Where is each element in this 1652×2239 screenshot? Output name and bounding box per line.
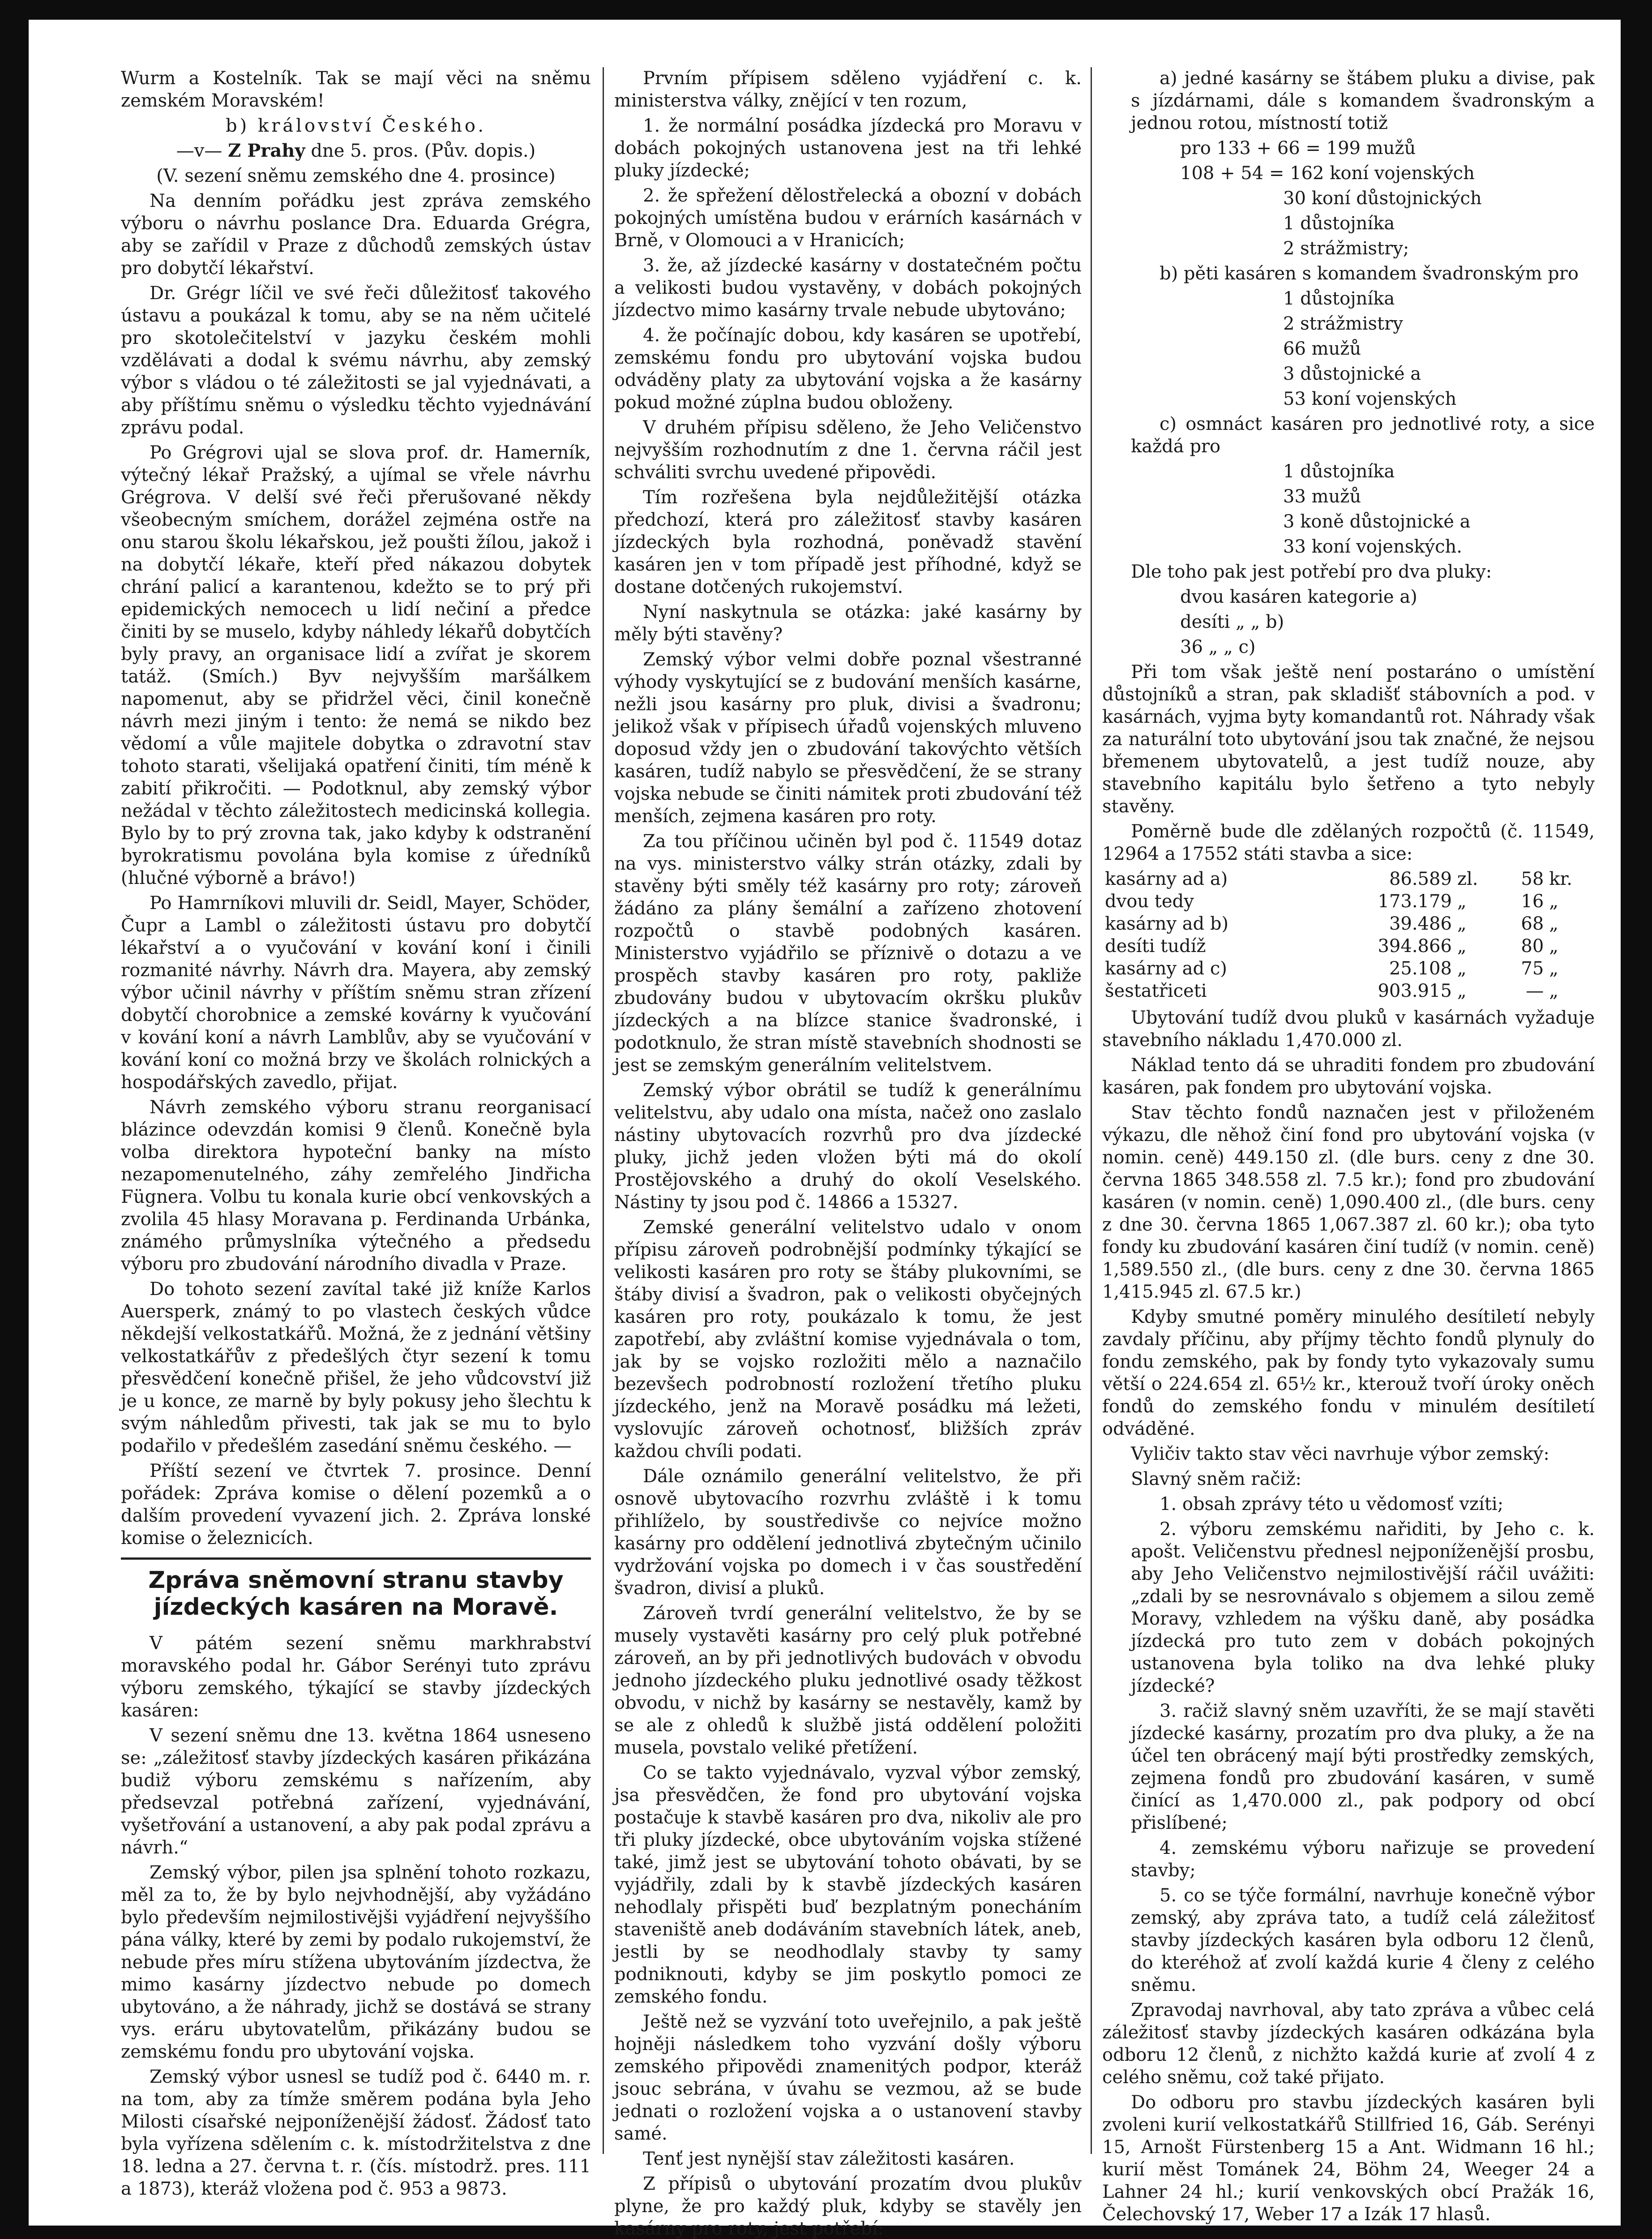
paragraph: Dr. Grégr líčil ve své řeči důležitosť takového ústavu a poukázal k tomu, aby se na něm učitelé pro skotolečitelství v jazyku českém mohli vzdělávati a dodal k svému návrhu, aby zemský výbor s vládou o té záležitosti se jal vyjednávati, a aby příštímu sněmu o výsledku těchto vyjednávání zprávu podal. — [121, 283, 591, 438]
scan-border-left — [0, 0, 29, 2239]
resolution-item: 1. obsah zprávy této u vědomosť vzíti; — [1160, 1494, 1504, 1514]
barracks-a-line: pro 133 + 66 = 199 mužů — [1180, 138, 1416, 159]
paragraph: V druhém přípisu sděleno, že Jeho Veličenstvo nejvyšším rozhodnutím z dne 1. června ráčil jest schváliti svrchu uvedené připovědi. — [614, 417, 1082, 483]
paragraph: Návrh zemského výboru stranu reorganisací blázince odevzdán komisi 9 členů. Konečně byla volba direktora hypoteční banky na místo nezapomenutelného, záhy zemřelého Jindřicha Fügnera. Volbu tu konala kurie obcí venkovských a zvolila 45 hlasy Moravana p. Ferdinanda Urbánka, známého průmyslníka výtečného a předsedu výboru pro zbudování národního divadla v Praze. — [121, 1097, 591, 1274]
budget-unit: „ — [1457, 936, 1467, 957]
dateline — [121, 140, 591, 162]
budget-table — [1102, 868, 1595, 1002]
scan-border-right — [1621, 0, 1652, 2239]
list-item: 3. že, až jízdecké kasárny v dostatečném počtu a velikosti budou vystavěny, v dobách pokojných jízdectvo mimo kasárny trvale nebude ubytováno; — [614, 255, 1082, 321]
barracks-b-intro: b) pěti kasáren s komandem švadronským pro — [1160, 263, 1579, 284]
article-headline: Zpráva sněmovní stranu stavby jízdeckých kasáren na Moravě. — [121, 1557, 591, 1621]
budget-kr-unit: „ — [1549, 981, 1559, 1001]
paragraph: Co se takto vyjednávalo, vyzval výbor zemský, jsa přesvědčen, že fond pro ubytování vojska postačuje k stavbě kasáren pro dva, nikoliv ale pro tři pluky jízdecké, obce ubytováním vojska stížené také, jimž jest se ubytování tohoto obávati, by se vyjádřily, zdali by k stavbě jízdeckých kasáren nehodlaly přispěti buď bezplatným ponecháním staveniště aneb dodáváním stavebních látek, aneb, jestli by se neodhodlaly stavby ty samy podniknouti, kdyby se jim poskytlo pomoci ze zemského fondu. — [614, 1763, 1082, 2007]
barracks-c-line: 33 mužů — [1283, 486, 1361, 507]
budget-unit: „ — [1457, 891, 1467, 912]
list-item: 2. že spřežení dělostřelecká a obozní v dobách pokojných umístěna budou v erárních kasárnách v Brně, v Olomouci a v Hranicích; — [614, 185, 1082, 251]
paragraph: Na denním pořádku jest zpráva zemského výboru o návrhu poslance Dra. Eduarda Grégra, aby se zařídil v Praze z důchodů zemských ústav pro dobytčí lékařství. — [121, 191, 591, 279]
list-item: 1. že normální posádka jízdecká pro Moravu v dobách pokojných ustanovena jest na tři lehké pluky jízdecké; — [614, 116, 1082, 181]
paragraph: Zemský výbor usnesl se tudíž pod č. 6440 m. r. na tom, aby za tímže směrem podána byla Jeho Milosti císařské nejponíženější žádosť. Žádosť tato byla vyřízena sdělením c. k. místodržitelstva z dne 18. ledna a 27. června t. r. (čís. místodrž. pres. 111 a 1873), kteráž vložena pod č. 953 a 9873. — [121, 2067, 591, 2199]
paragraph: Po Grégrovi ujal se slova prof. dr. Hamerník, výtečný lékař Pražský, a ujímal se vřele návrhu Grégrova. V delší své řeči přerušované někdy všeobecným smíchem, dorážel zejména ostře na onu starou školu lékařskou, jež poušti žílou, jakož i na dobytčí lékaře, kteří před nákazou dobytek chrání palicí a karantenou, kdežto se to prý při epidemických nemocech u lidí nečiní a předce činiti by se muselo, kdyby náhledy lékařů dobytčích byly pravy, an organisace lidí a zvířat je skorem tatáž. (Smích.) Byv nejvyšším maršálkem napomenut, aby se přidržel věci, činil konečně návrh mezi jiným i tento: že nemá se nikdo bez vědomí a vůle majitele dobytka o zdravotní stav tohoto starati, všelijaká opatření činiti, tím méně k zabití přikročiti. — Podotknul, aby zemský výbor nežádal v těchto záležitostech medicinská kollegia. Bylo by to prý zrovna tak, jako kdyby k odstranění byrokratismu povolána byla komise z úředníků (hlučné výborně a brávo!) — [121, 442, 591, 888]
barracks-a-line: 108 + 54 = 162 koní vojenských — [1180, 163, 1475, 184]
paragraph: Zemský výbor obrátil se tudíž k generálnímu velitelstvu, aby udalo ona místa, načež ono zaslalo nástiny ubytovacích rozvrhů pro dva jízdecké pluky, jichž jeden vložen býti má do okolí Prostějovského a druhý do okolí Veselského. Nástiny ty jsou pod č. 14866 a 15327. — [614, 1080, 1082, 1213]
paragraph: Vyličiv takto stav věci navrhuje výbor zemský: — [1131, 1444, 1549, 1464]
table-row — [1102, 890, 1595, 913]
paragraph: V pátém sezení sněmu markhrabství moravského podal hr. Gábor Serényi tuto zprávu výboru zemského, týkající se stavby jízdeckých kasáren: — [121, 1633, 591, 1721]
budget-kr-unit: „ — [1549, 891, 1559, 912]
resolution-item: 3. račiž slavný sněm uzavříti, že se mají stavěti jízdecké kasárny, prozatím pro dva pluky, a že na účel ten obrácený mají býti prostředky zemských, zejmena fondů pro zbudování kasáren, v sumě činící as 1,470.000 zl., pak podpory od obcí přislíbené; — [1131, 1701, 1595, 1833]
budget-kr-unit: „ — [1549, 914, 1559, 934]
category-line: 36 „ „ c) — [1180, 637, 1256, 657]
paragraph: Do tohoto sezení zavítal také již kníže Karlos Auersperk, známý to po vlastech českých vůdce někdejší velkostatkářů. Možná, že z jednání většiny velkostatkářův z předešlých čtyr sezení k tomu přesvědčení konečně přišel, že jeho vůdcovství již je u konce, ze marně by byly pokusy jeho šlechtu k svým náhledům přivesti, tak jak se mu to bylo podařilo v předešlém zasedání sněmu českého. — — [121, 1279, 591, 1456]
dateline-prefix: —v— — [176, 141, 223, 161]
barracks-b-line: 3 důstojnické a — [1283, 364, 1421, 384]
budget-kr: 75 — [1521, 958, 1544, 979]
category-line: desíti „ „ b) — [1180, 612, 1284, 632]
budget-unit: „ — [1457, 958, 1467, 979]
paragraph: Nyní naskytnula se otázka: jaké kasárny by měly býti stavěny? — [614, 602, 1082, 645]
barracks-b-line: 53 koní vojenských — [1283, 389, 1457, 409]
paragraph: Z přípisů o ubytování prozatím dvou plukův plyne, že pro každý pluk, kdyby se stavěly jen kasárny pro roty, jest potřebí: — [614, 2174, 1082, 2239]
section-heading-bohemia: b) království Českého. — [226, 116, 486, 136]
paragraph: Zemské generální velitelstvo udalo v onom přípisu zároveň podrobnější podmínky týkající se velikosti kasáren pro roty se štáby plukovními, se štáby divisí a švadron, pak o velikosti obyčejných kasáren pro roty, poukázalo k tomu, že jest zapotřebí, aby zvláštní komise vyjednávala o tom, jak by se vojsko rozložiti mělo a naznačilo bezevšech podrobností rozložení třetího pluku jízdeckého, jenž na Moravě posádku má ležeti, vyslovujíc zároveň ochotnosť, bližších zpráv každou chvíli podati. — [614, 1217, 1082, 1462]
paragraph: Náklad tento dá se uhraditi fondem pro zbudování kasáren, pak fondem pro ubytování vojska. — [1102, 1055, 1595, 1098]
budget-unit: „ — [1457, 981, 1467, 1001]
column-rule-2 — [1091, 67, 1092, 2154]
paragraph: Tím rozřešena byla nejdůležitější otázka předchozí, která pro záležitosť stavby kasáren jízdeckých byla rozhodná, poněvadž stavění kasáren jen v tom případě jest příhodné, když se dostane dotčených rukojemství. — [614, 487, 1082, 597]
column-3 — [1102, 67, 1595, 2225]
barracks-c-line: 3 koně důstojnické a — [1283, 511, 1471, 532]
paragraph: Příští sezení ve čtvrtek 7. prosince. Denní pořádek: Zpráva komise o dělení pozemků a o dalším provedení vyvazení jich. 2. Zpráva lonské komise o železnicích. — [121, 1461, 591, 1548]
budget-kr-unit: „ — [1549, 936, 1559, 957]
list-item: 4. že počínajíc dobou, kdy kasáren se upotřebí, zemskému fondu pro ubytování vojska budou odváděny platy za ubytování vojska a že kasárny pokud možné zúplna budou obloženy. — [614, 325, 1082, 413]
paragraph: Slavný sněm račiž: — [1131, 1469, 1302, 1489]
barracks-c-line: 33 koní vojenských. — [1283, 536, 1462, 557]
barracks-a-line: 1 důstojníka — [1283, 213, 1395, 234]
paragraph: Zároveň tvrdí generální velitelstvo, že by se musely vystavěti kasárny pro celý pluk potřebné zároveň, an by při jednotlivých budovách v obvodu jednoho jízdeckého pluku jednotlivé osady těžkost obvodu, v nichž by kasárny se nestavěly, kamž by se ale z ohledů k službě jistá oddělení položiti musela, povstalo veliké přetížení. — [614, 1603, 1082, 1758]
paragraph: Dále oznámilo generální velitelstvo, že při osnově ubytovacího rozvrhu zvláště i k tomu přihlíželo, by soustředivše co nejvíce možno kasárny pro oddělení jednotlivá zbytečným učinilo vydržování vojska po domech i v čas soustředění švadron, divisí a pluků. — [614, 1466, 1082, 1599]
table-row — [1102, 935, 1595, 957]
resolution-item: 4. zemskému výboru nařizuje se provedení stavby; — [1131, 1838, 1595, 1881]
budget-amount: 394.866 — [1378, 936, 1452, 957]
budget-kr: 80 — [1521, 936, 1544, 957]
scan-border-top — [0, 0, 1652, 20]
column-1 — [121, 67, 591, 2199]
paragraph: Při tom však ještě není postaráno o umístění důstojníků a stran, pak skladišť stábovních a pod. v kasárnách, vyjma byty komandantů rot. Náhrady však za naturální toto ubytování jsou tak značné, že nejsou břemenem ubytovatelů, a jest tudíž nouze, aby stavebního kapitálu bylo šetřeno a tyto nebyly stavěny. — [1102, 662, 1595, 817]
paragraph: Zpravodaj navrhoval, aby tato zpráva a vůbec celá záležitosť stavby jízdeckých kasáren odkázána byla odboru 12 členů, z nichžto každá kurie ať zvolí 4 z celého sněmu, což také přijato. — [1102, 2000, 1595, 2088]
budget-amount: 39.486 — [1389, 914, 1452, 934]
table-row — [1102, 913, 1595, 935]
paragraph: Prvním přípisem sděleno vyjádření c. k. ministerstva války, znějící v ten rozum, — [614, 68, 1082, 111]
budget-label: kasárny ad c) — [1105, 958, 1227, 979]
barracks-b-line: 66 mužů — [1283, 339, 1361, 359]
budget-kr-unit: „ — [1549, 958, 1559, 979]
barracks-a-intro: a) jedné kasárny se štábem pluku a divise, pak s jízdárnami, dále s komandem švadronským a jednou rotou, místností totiž — [1131, 68, 1595, 133]
dateline-date: dne 5. pros. (Pův. dopis.) — [311, 141, 536, 161]
paragraph: Stav těchto fondů naznačen jest v přiloženém výkazu, dle něhož činí fond pro ubytování vojska (v nomin. ceně) 449.150 zl. (dle burs. ceny z dne 30. června 1865 348.558 zl. 7.5 kr.); fond pro zbudování kasáren (v nomin. ceně) 1,090.400 zl., (dle burs. ceny z dne 30. června 1865 1,067.387 zl. 60 kr.); oba tyto fondy ku zbudování kasáren činí tudíž (v nomin. ceně) 1,589.550 zl., (dle burs. ceny z dne 30. června 1865 1,415.945 zl. 67.5 kr.) — [1102, 1102, 1595, 1302]
table-row — [1102, 957, 1595, 980]
barracks-b-line: 1 důstojníka — [1283, 288, 1395, 309]
budget-label: desíti tudíž — [1105, 936, 1206, 957]
session-line: (V. sezení sněmu zemského dne 4. prosince) — [156, 166, 556, 186]
barracks-b-line: 2 strážmistry — [1283, 313, 1403, 334]
budget-amount: 903.915 — [1378, 981, 1452, 1001]
paragraph: Kdyby smutné poměry minulého desítiletí nebyly zavdaly příčinu, aby příjmy těchto fondů plynuly do fondu zemského, pak by fondy tyto vykazovaly sumu větší o 224.654 zl. 65½ kr., kterouž tvoří úroky oněch fondů do zemského fondu v minulém desítiletí odváděné. — [1102, 1307, 1595, 1439]
budget-amount: 25.108 — [1389, 958, 1452, 979]
barracks-a-line: 30 koní důstojnických — [1283, 188, 1482, 209]
paragraph: Po Hamrníkovi mluvili dr. Seidl, Mayer, Schöder, Čupr a Lambl o záležitosti ústavu pro dobytčí lékařství a o vyučování v kování koní i činili rozmanité návrhy. Návrh dra. Mayera, aby zemský výbor učinil návrhy v příštím sněmu stran zřízení dobytčí chorobnice a zemské kovárny k vyučování v kování koní a návrh Lamblův, aby se vyučování v kování koní co možná brzy ve školách rolnických a hospodářských zavedlo, přijat. — [121, 893, 591, 1093]
table-row — [1102, 868, 1595, 890]
column-2 — [614, 67, 1082, 2239]
budget-label: kasárny ad b) — [1105, 914, 1229, 934]
budget-unit: „ — [1457, 914, 1467, 934]
barracks-c-line: 1 důstojníka — [1283, 461, 1395, 482]
budget-kr: 68 — [1521, 914, 1544, 934]
paragraph: Dle toho pak jest potřebí pro dva pluky: — [1131, 562, 1492, 582]
paragraph: Ubytování tudíž dvou pluků v kasárnách vyžaduje stavebního nákladu 1,470.000 zl. — [1102, 1008, 1595, 1051]
paragraph: Do odboru pro stavbu jízdeckých kasáren byli zvoleni kurií velkostatkářů Stillfried 16, Gáb. Serényi 15, Arnošt Fürstenberg 15 a Ant. Widmann 16 hl.; kurií měst Tománek 24, Böhm 24, Weeger 24 a Lahner 24 hl.; kurií venkovských obcí Pražák 16, Čelechovský 17, Weber 17 a Izák 17 hlasů. — [1102, 2092, 1595, 2225]
resolution-item: 5. co se týče formální, navrhuje konečně výbor zemský, aby zpráva tato, a tudíž celá záležitosť stavby jízdeckých kasáren byla odboru 12 členů, do kteréhož ať zvolí každá kurie 4 členy z celého sněmu. — [1131, 1885, 1595, 1995]
paragraph: Za tou příčinou učiněn byl pod č. 11549 dotaz na vys. ministerstvo války strán otázky, zdali by stavěny býti směly též kasárny pro roty; zároveň žádáno za plány šemální a zařízeno zhotovení rozpočtů o stavbě podobných kasáren. Ministerstvo vyjádřilo se příznivě o dotazu a ve prospěch stavby kasáren pro roty, pakliže zbudovány budou v ubytovacím okršku plukův jízdeckých a na blízce stanice švadronské, i podotknulo, že stran místě stavebních shodnosti se jest se zemským generálním velitelstvem. — [614, 831, 1082, 1076]
budget-kr: 16 — [1521, 891, 1544, 912]
barracks-c-intro: c) osmnáct kasáren pro jednotlivé roty, a sice každá pro — [1131, 414, 1595, 457]
paragraph: Poměrně bude dle zdělaných rozpočtů (č. 11549, 12964 a 17552 státi stavba a sice: — [1102, 821, 1595, 864]
budget-amount: 86.589 — [1389, 869, 1452, 889]
dateline-place: Z Prahy — [228, 140, 305, 161]
paragraph: V sezení sněmu dne 13. května 1864 usneseno se: „záležitosť stavby jízdeckých kasáren přikázána budiž výboru zemskému s nařízením, aby předsevzal potřebná zařízení, vyjednávání, vyšetřování a ustanovení, a aby pak podal zprávu a návrh.“ — [121, 1725, 591, 1858]
budget-kr: 58 — [1521, 869, 1544, 889]
budget-label: kasárny ad a) — [1105, 869, 1228, 889]
column-rule-1 — [603, 67, 604, 2154]
paragraph: Zemský výbor, pilen jsa splnění tohoto rozkazu, měl za to, že by bylo nejvhodnější, aby vyžádáno bylo především nejmilostivějši vyjádření nejvyššího pána války, které by zemi by podalo rukojemství, že nebude přes míru stížena ubytováním jízdectva, že mimo kasárny jízdectvo nebude po domech ubytováno, a že náhrady, jichž se dostává se strany vys. eráru ubytovatelům, přikázány budou se zemskému fondu pro ubytování vojska. — [121, 1862, 591, 2062]
budget-kr: — — [1526, 981, 1544, 1001]
table-row — [1102, 980, 1595, 1002]
barracks-a-line: 2 strážmistry; — [1283, 238, 1409, 259]
category-line: dvou kasáren kategorie a) — [1180, 587, 1417, 607]
col1-intro: Wurm a Kostelník. Tak se mají věci na sněmu zemském Moravském! — [121, 68, 591, 111]
resolution-item: 2. výboru zemskému nařiditi, by Jeho c. k. apošt. Veličenstvu přednesl nejponíženější prosbu, aby Jeho Veličenstvo nejmilostivější ráčil uvážiti: „zdali by se nesrovnávalo s objemem a silou země Moravy, vzhledem na výšku daně, aby posádka jízdecká pro tuto zem v dobách pokojných ustanovena byla toliko na dva lehké pluky jízdecké? — [1131, 1519, 1595, 1696]
budget-label: šestatřiceti — [1105, 981, 1207, 1001]
paragraph: Zemský výbor velmi dobře poznal všestranné výhody vyskytující se z budování menších kasárne, nežli jsou kasárny pro pluk, divisi a švadronu; jelikož však v přípisech úřadů vojenských mluveno doposud vždy jen o zbudování takovýchto větších kasáren, tudíž nabylo se přesvědčení, že se strany vojska nebude se činiti námitek proti zbudování též menších, zejmena kasáren pro roty. — [614, 649, 1082, 827]
budget-unit: zl. — [1457, 869, 1478, 889]
budget-kr-unit: kr. — [1549, 869, 1572, 889]
paragraph: Tenť jest nynější stav záležitosti kasáren. — [643, 2149, 1015, 2169]
budget-label: dvou tedy — [1105, 891, 1194, 912]
paragraph: Ještě než se vyzvání toto uveřejnilo, a pak ještě hojněji následkem toho vyzvání došly výboru zemského připovědi znamenitých podpor, kteráž jsouc sebrána, v úvahu se vezmou, až se bude jednati o rozložení vojska a o ustanovení stavby samé. — [614, 2012, 1082, 2144]
budget-amount: 173.179 — [1378, 891, 1452, 912]
